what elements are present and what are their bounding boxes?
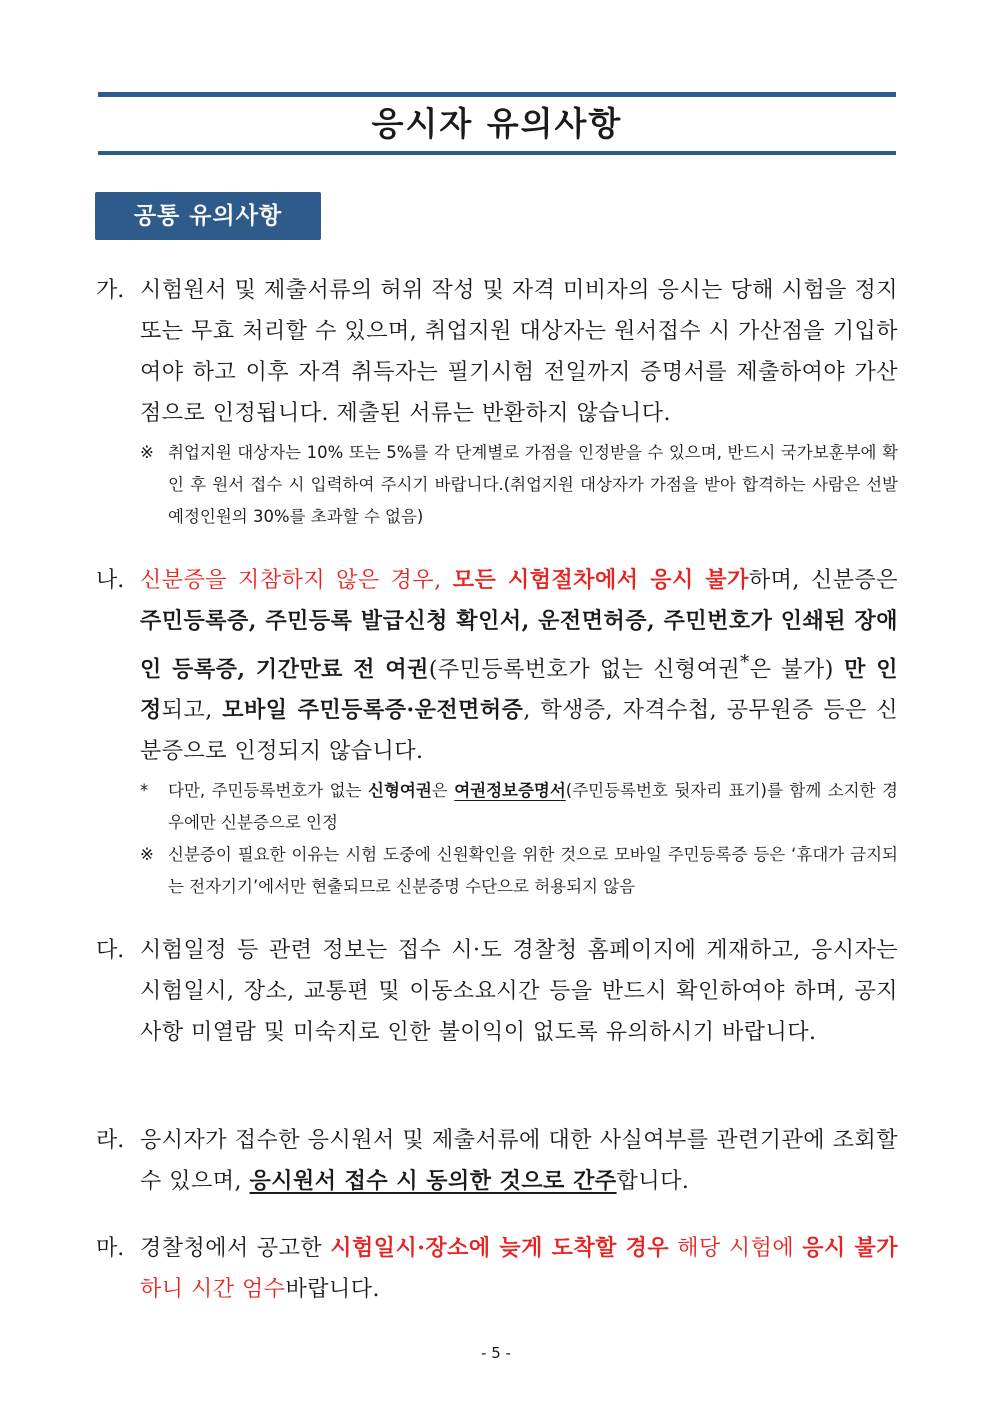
- title-rule-top: [98, 92, 896, 97]
- note-text: 신분증이 필요한 이유는 시험 도중에 신원확인을 위한 것으로 모바일 주민등록증 등은 ‘휴대가 금지되는 전자기기’에서만 현출되므로 신분증명 수단으로 허용되지 않음: [168, 845, 898, 897]
- notice-item-na: [96, 560, 898, 903]
- warning-text: 해당 시험에: [669, 1236, 803, 1261]
- item-text: [140, 1120, 898, 1202]
- warning-text: 하니 시간 엄수: [140, 1277, 286, 1302]
- body-text: (주민등록번호가 없는 신형여권: [428, 657, 741, 683]
- note-mark: *: [140, 781, 149, 801]
- note-text: 취업지원 대상자는 10% 또는 5%를 각 단계별로 가점을 인정받을 수 있으며, 반드시 국가보훈부에 확인 후 원서 접수 시 입력하여 주시기 바랍니다.(취업지원 대상자가 가점을 받아 합격하는 사람은 선발예정인원의 30%를 초과할 수 없음): [168, 443, 898, 526]
- body-text: 경찰청에서 공고한: [140, 1236, 331, 1261]
- warning-text-bold: 모든 시험절차에서 응시 불가: [452, 567, 749, 593]
- notice-item-ma: [96, 1228, 898, 1310]
- notice-item-da: [96, 930, 898, 1053]
- note-bold: 신형여권: [368, 781, 432, 801]
- note-mark: ※: [140, 443, 154, 462]
- item-note: [140, 437, 898, 533]
- note-text: 은: [431, 781, 455, 801]
- item-text: [140, 560, 898, 772]
- item-marker: 나.: [96, 568, 125, 593]
- body-text: 은 불가): [749, 657, 834, 683]
- item-marker: 가.: [96, 278, 125, 303]
- item-marker: 다.: [96, 938, 125, 963]
- footnote-marker: *: [740, 652, 750, 673]
- section-badge: 공통 유의사항: [95, 192, 321, 240]
- item-text: 시험일정 등 관련 정보는 접수 시·도 경찰청 홈페이지에 게재하고, 응시자는 시험일시, 장소, 교통편 및 이동소요시간 등을 반드시 확인하여야 하며, 공지사항 미열람 및 미숙지로 인한 불이익이 없도록 유의하시기 바랍니다.: [140, 938, 898, 1045]
- item-note: [140, 775, 898, 839]
- consent-text: 응시원서 접수 시 동의한 것으로 간주: [249, 1168, 617, 1194]
- item-marker: 라.: [96, 1128, 125, 1153]
- item-text: [140, 1228, 898, 1310]
- body-text: 응시자가 접수한 응시원서 및 제출서류에 대한 사실여부를 관련기관에 조회할 수 있으며,: [140, 1128, 898, 1194]
- body-text: 바랍니다.: [285, 1277, 381, 1302]
- accepted-only-text: 만 인정: [140, 656, 898, 724]
- page-number: - 5 -: [481, 1344, 511, 1362]
- notice-item-ra: [96, 1120, 898, 1202]
- item-note: [140, 839, 898, 903]
- note-bold-underline: 여권정보증명서: [454, 781, 566, 801]
- body-text: 하며, 신분증은: [748, 568, 898, 593]
- item-marker: 마.: [96, 1236, 125, 1261]
- notice-item-ga: [96, 270, 898, 533]
- note-mark: ※: [140, 845, 154, 865]
- body-text: 되고,: [161, 698, 223, 724]
- title-rule-bottom: [98, 151, 896, 155]
- body-text: , 학생증, 자격수첩, 공무원증 등은 신분증으로 인정되지 않습니다.: [140, 698, 898, 765]
- warning-text: 신분증을 지참하지 않은 경우,: [140, 568, 453, 593]
- body-text: 합니다.: [616, 1169, 690, 1194]
- note-text: (주민등록번호 뒷자리 표기)를 함께 소지한 경우에만 신분증으로 인정: [168, 781, 898, 833]
- warning-text-bold: 시험일시·장소에 늦게 도착할 경우: [330, 1235, 670, 1261]
- page-title: 응시자 유의사항: [371, 104, 623, 143]
- warning-text-bold: 응시 불가: [802, 1235, 898, 1261]
- note-text: 다만, 주민등록번호가 없는: [168, 781, 369, 801]
- item-text: 시험원서 및 제출서류의 허위 작성 및 자격 미비자의 응시는 당해 시험을 정지 또는 무효 처리할 수 있으며, 취업지원 대상자는 원서접수 시 가산점을 기입하여야 하고 이후 자격 취득자는 필기시험 전일까지 증명서를 제출하여야 가산점으로 인정됩니다. 제출된 서류는 반환하지 않습니다.: [140, 278, 898, 426]
- mobile-id-text: 모바일 주민등록증·운전면허증: [222, 697, 524, 724]
- accepted-ids-text: 주민등록증, 주민등록 발급신청 확인서, 운전면허증, 주민번호가 인쇄된 장애인 등록증, 기간만료 전 여권: [140, 608, 898, 683]
